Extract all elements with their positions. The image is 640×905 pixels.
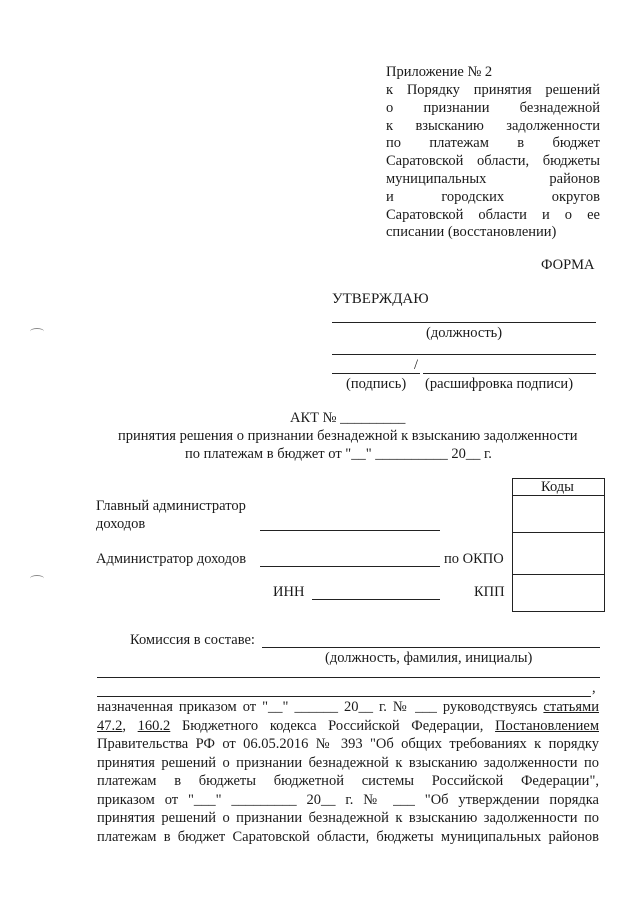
body-line: назначенная приказом от "__" ______ 20__ г. № ___ руководствуясь статьями — [97, 699, 599, 715]
slash: / — [414, 357, 419, 373]
commission-line-2[interactable] — [97, 677, 600, 678]
act-subtitle-1: принятия решения о признании безнадежной к взысканию задолженности — [118, 428, 578, 444]
margin-mark — [30, 328, 44, 335]
appendix-line: и городских округов — [386, 188, 600, 205]
decoding-caption: (расшифровка подписи) — [425, 376, 574, 392]
appendix-line: Саратовской области и о ее — [386, 206, 600, 223]
body-line: приказом от "___" _________ 20__ г. № ___ "Об утверждении порядка — [97, 791, 599, 808]
form-label: ФОРМА — [541, 257, 595, 273]
act-subtitle-2: по платежам в бюджет от "__" __________ 20__ г. — [185, 446, 492, 462]
appendix-title: Приложение № 2 — [386, 64, 493, 80]
commission-line-3[interactable] — [97, 696, 591, 697]
appendix-line: к Порядку принятия решений — [386, 82, 600, 98]
kpp-label: КПП — [474, 584, 505, 600]
body-line: принятия решений о признании безнадежной к взысканию задолженности по — [97, 810, 599, 826]
signature-line — [332, 373, 420, 374]
appendix-line: по платежам в бюджет — [386, 135, 600, 152]
admin-field[interactable] — [260, 566, 440, 567]
inn-label: ИНН — [273, 584, 305, 600]
margin-mark — [30, 575, 44, 582]
position-caption: (должность) — [426, 325, 503, 341]
body-line: принятия решений о признании безнадежной к взысканию задолженности по — [97, 754, 599, 771]
inn-field[interactable] — [312, 599, 440, 600]
chief-admin-field[interactable] — [260, 530, 440, 531]
act-title: АКТ № _________ — [290, 410, 406, 426]
codes-table — [512, 478, 605, 612]
appendix-line: списании (восстановлении) — [386, 224, 557, 241]
codes-header: Коды — [541, 479, 574, 495]
appendix-line: муниципальных районов — [386, 171, 600, 187]
position-line — [332, 322, 596, 323]
signature-caption: (подпись) — [346, 376, 407, 392]
commission-label: Комиссия в составе: — [130, 632, 255, 648]
appendix-line: о признании безнадежной — [386, 99, 600, 116]
body-line: платежам в бюджеты бюджетной системы Российской Федерации", — [97, 773, 599, 789]
body-line: Правительства РФ от 06.05.2016 № 393 "Об общих требованиях к порядку — [97, 736, 599, 752]
codes-divider — [512, 532, 605, 533]
approval-heading: УТВЕРЖДАЮ — [332, 291, 429, 307]
appendix-line: к взысканию задолженности — [386, 117, 600, 134]
body-line: 47.2, 160.2 Бюджетного кодекса Российской Федерации, Постановлением — [97, 717, 599, 734]
codes-divider — [512, 574, 605, 575]
body-line: платежам в бюджет Саратовской области, бюджеты муниципальных районов — [97, 828, 599, 845]
commission-comma: , — [592, 680, 596, 696]
commission-caption: (должность, фамилия, инициалы) — [325, 650, 533, 666]
admin-label: Администратор доходов — [96, 551, 247, 567]
commission-field[interactable] — [262, 647, 600, 648]
approval-line-2 — [332, 354, 596, 355]
chief-admin-label: Главный администратор — [96, 498, 246, 514]
chief-admin-label-2: доходов — [96, 516, 146, 532]
okpo-label: по ОКПО — [444, 551, 504, 567]
appendix-line: Саратовской области, бюджеты — [386, 153, 600, 170]
decoding-line — [423, 373, 596, 374]
